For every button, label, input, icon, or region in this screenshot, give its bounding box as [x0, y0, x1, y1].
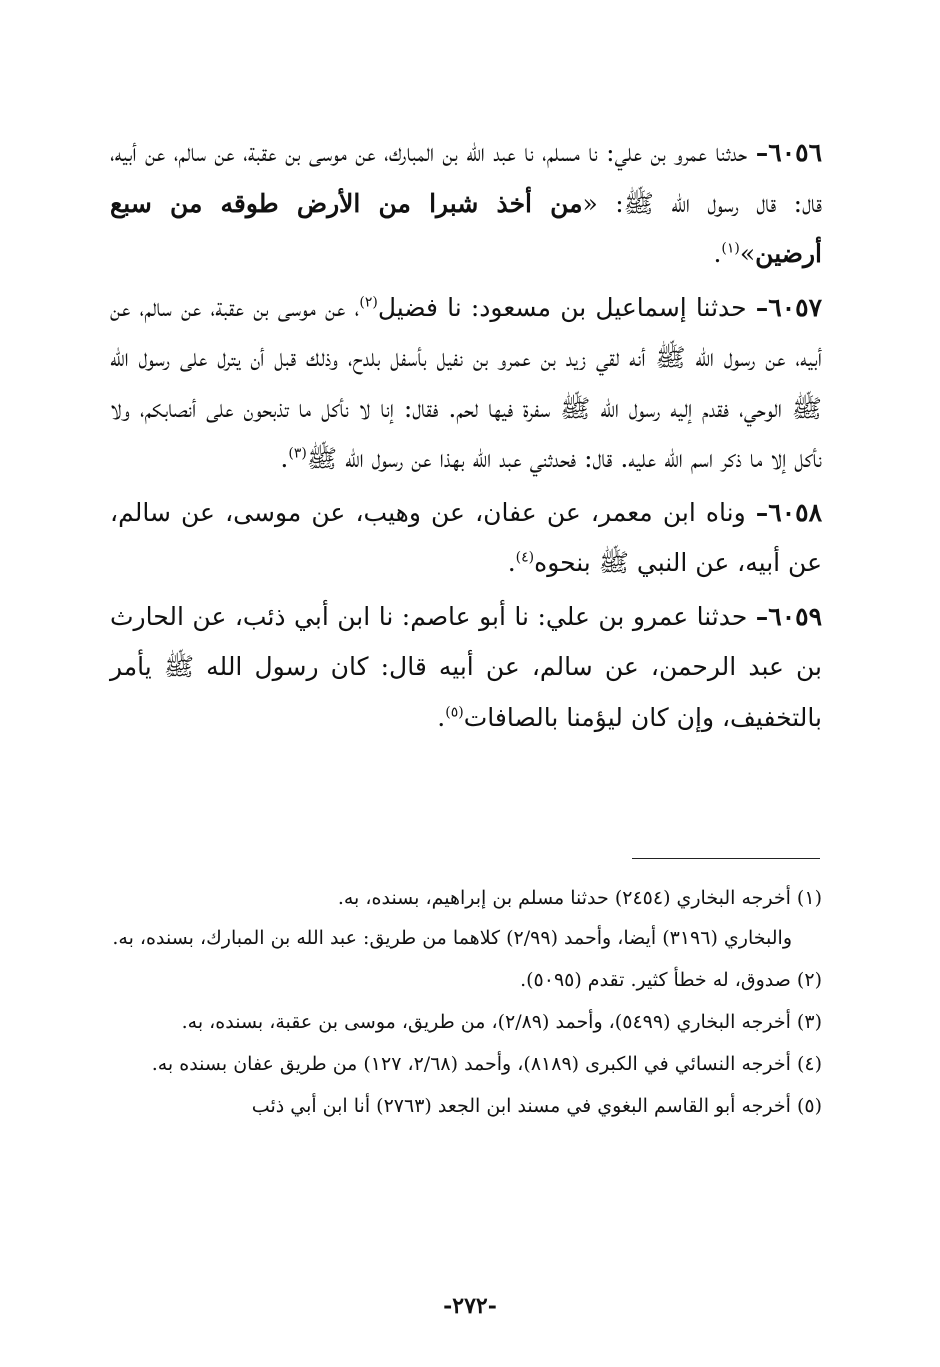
hadith-6057: [110, 283, 822, 485]
footnote-1: (١) أخرجه البخاري (٢٤٥٤) حدثنا مسلم بن إبراهيم، بسنده، به.: [337, 887, 822, 909]
hadith-body: [110, 128, 822, 746]
hadith-number: ٦٠٥٩–: [755, 601, 822, 631]
footnote-2: (٢) صدوق، له خطأ كثير. تقدم (٥٠٩٥).: [520, 969, 822, 991]
hadith-6059: [110, 592, 822, 744]
page-number: -٢٧٢-: [443, 1293, 497, 1319]
period: .: [280, 444, 289, 473]
footnote-ref: (١): [721, 240, 740, 257]
hadith-number: ٦٠٥٧–: [755, 292, 822, 322]
quote-close: »: [739, 239, 756, 268]
footnote-4: (٤) أخرجه النسائي في الكبرى (٨١٨٩)، وأحمد (٢/٦٨، ١٢٧) من طريق عفان بسنده به.: [151, 1053, 822, 1075]
footnote-ref: (٢): [359, 294, 378, 311]
footnote-ref: (٤): [515, 549, 535, 566]
period: .: [713, 239, 722, 268]
footnote-3: (٣) أخرجه البخاري (٥٤٩٩)، وأحمد (٢/٨٩)، من طريق، موسى بن عقبة، بسنده، به.: [181, 1011, 822, 1033]
period: .: [437, 702, 446, 732]
footnotes: [110, 880, 822, 1130]
hadith-number: ٦٠٥٦–: [755, 138, 822, 167]
hadith-text: وناه ابن معمر، عن عفان، عن وهيب، عن موسى، عن سالم، عن أبيه، عن النبي ﷺ بنحوه: [110, 497, 822, 577]
hadith-matn: من أخذ شبرا من الأرض طوقه من سبع أرضين: [110, 188, 822, 268]
hadith-text: ، عن موسى بن عقبة، عن سالم، عن أبيه، عن رسول الله ﷺ أنه لقي زيد بن عمرو بن نفيل بأسفل بلدح، وذلك قبل أن يترل على رسول الله ﷺ الوحي، فقدم إليه رسول الله ﷺ سفرة فيها لحم. فقال: إنا لا نأكل ما تذبحون على أنصابكم، ولا نأكل إلا ما ذكر اسم الله عليه. قال: فحدثني عبد الله بهذا عن رسول الله ﷺ: [110, 292, 822, 473]
footnote-divider: [632, 858, 820, 859]
hadith-6058: [110, 488, 822, 589]
footnote-ref: (٥): [445, 704, 464, 721]
hadith-text: حدثنا عمرو بن علي: نا أبو عاصم: نا ابن أبي ذئب، عن الحارث بن عبد الرحمن، عن سالم، عن أبيه قال: كان رسول الله ﷺ يأمر بالتخفيف، وإن كان ليؤمنا بالصافات: [110, 601, 822, 732]
footnote-ref: (٣): [288, 445, 307, 462]
hadith-6056: [110, 128, 822, 280]
hadith-number: ٦٠٥٨–: [755, 497, 822, 527]
footnote-5: (٥) أخرجه أبو القاسم البغوي في مسند ابن الجعد (٢٧٦٣) أنا ابن أبي ذئب: [251, 1095, 822, 1117]
hadith-text: حدثنا عمرو بن علي: نا مسلم، نا عبد الله بن المبارك، عن موسى بن عقبة، عن سالم، عن أبيه، قال: قال رسول الله ﷺ: «: [110, 138, 822, 218]
period: .: [507, 548, 516, 577]
footnote-1-continued: والبخاري (٣١٩٦) أيضا، وأحمد (٢/٩٩) كلاهما من طريق: عبد الله بن المبارك، بسنده، به.: [112, 927, 792, 949]
hadith-text: حدثنا إسماعيل بن مسعود: نا فضيل: [377, 292, 756, 322]
